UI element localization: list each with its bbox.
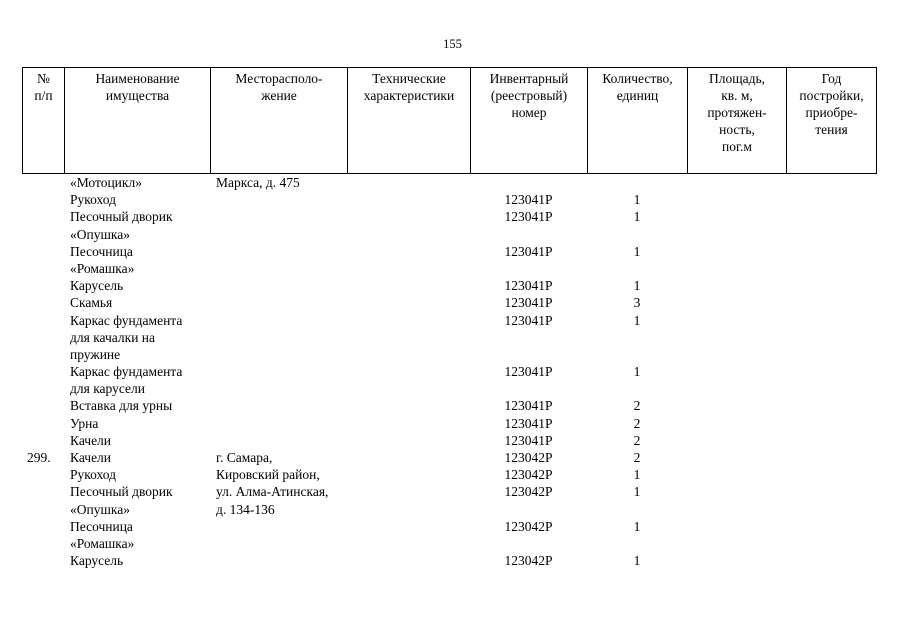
quantity: 2 (633, 432, 641, 448)
item-name: Каркас фундамента (70, 364, 183, 380)
item-name: пружине (70, 346, 121, 362)
table-row (0, 397, 905, 414)
quantity: 2 (633, 450, 641, 465)
item-name: «Ромашка» (70, 535, 135, 551)
table-row (0, 535, 905, 552)
inventory-number: 123041Р (504, 243, 553, 259)
inventory-number: 123042Р (504, 450, 553, 465)
quantity: 2 (633, 415, 641, 431)
table-body (0, 174, 905, 569)
inventory-number: 123041Р (504, 364, 553, 380)
table-row (0, 552, 905, 569)
table-row (0, 466, 905, 483)
item-name: для карусели (70, 381, 145, 397)
header-col-inventory: Инвентарный (реестровый) номер (471, 68, 588, 173)
item-name: Рукоход (70, 467, 117, 483)
item-name: Вставка для урны (70, 398, 173, 414)
table-row (0, 226, 905, 243)
table-row (0, 243, 905, 260)
inventory-number: 123042Р (504, 553, 553, 569)
inventory-number: 123041Р (504, 295, 553, 311)
table-row (0, 174, 905, 191)
item-name: Скамья (70, 295, 113, 311)
item-name: для качалки на (70, 329, 156, 345)
item-name: Песочница (70, 518, 133, 534)
table-row (0, 380, 905, 397)
header-col-specs: Технические характеристики (348, 68, 471, 173)
table-row (0, 501, 905, 518)
table-row (0, 312, 905, 329)
quantity: 1 (633, 518, 641, 534)
quantity: 1 (633, 278, 641, 294)
header-col-area: Площадь, кв. м, протяжен- ность, пог.м (688, 68, 787, 173)
item-location: д. 134-136 (216, 501, 275, 517)
inventory-number: 123042Р (504, 484, 553, 500)
header-col-number: № п/п (23, 68, 65, 173)
quantity: 1 (633, 467, 641, 483)
item-name: «Мотоцикл» (70, 175, 142, 190)
table-row (0, 294, 905, 311)
item-location: г. Самара, (216, 450, 273, 465)
header-col-name: Наименование имущества (65, 68, 211, 173)
inventory-number: 123041Р (504, 209, 553, 225)
item-name: «Опушка» (70, 226, 130, 242)
item-name: «Ромашка» (70, 260, 135, 276)
quantity: 1 (633, 553, 641, 569)
quantity: 2 (633, 398, 641, 414)
item-name: Качели (70, 450, 112, 465)
table-header (22, 67, 877, 174)
quantity: 1 (633, 192, 641, 208)
inventory-number: 123041Р (504, 278, 553, 294)
table-row (0, 346, 905, 363)
table-row (0, 415, 905, 432)
item-name: Каркас фундамента (70, 312, 183, 328)
table-row (0, 432, 905, 449)
table-row (0, 277, 905, 294)
header-col-year: Год постройки, приобре- тения (787, 68, 877, 173)
item-name: Песочница (70, 243, 133, 259)
quantity: 1 (633, 209, 641, 225)
inventory-number: 123041Р (504, 398, 553, 414)
item-location: ул. Алма-Атинская, (216, 484, 329, 500)
table-row (0, 363, 905, 380)
inventory-number: 123042Р (504, 467, 553, 483)
row-number: 299. (27, 450, 51, 465)
quantity: 1 (633, 484, 641, 500)
inventory-number: 123041Р (504, 415, 553, 431)
table-row (0, 329, 905, 346)
item-name: Карусель (70, 278, 124, 294)
table-row (0, 191, 905, 208)
item-name: «Опушка» (70, 501, 130, 517)
inventory-number: 123041Р (504, 312, 553, 328)
table-row (0, 449, 905, 466)
quantity: 1 (633, 312, 641, 328)
item-name: Рукоход (70, 192, 117, 208)
item-name: Карусель (70, 553, 124, 569)
item-location: Маркса, д. 475 (216, 175, 300, 190)
table-row (0, 260, 905, 277)
table-row (0, 208, 905, 225)
inventory-number: 123041Р (504, 432, 553, 448)
item-location: Кировский район, (216, 467, 320, 483)
table-row (0, 518, 905, 535)
header-col-quantity: Количество, единиц (588, 68, 688, 173)
quantity: 1 (633, 364, 641, 380)
header-col-location: Месторасполо- жение (211, 68, 348, 173)
page-number: 155 (443, 37, 462, 51)
inventory-number: 123042Р (504, 518, 553, 534)
item-name: Песочный дворик (70, 209, 173, 225)
inventory-number: 123041Р (504, 192, 553, 208)
table-row (0, 483, 905, 500)
quantity: 3 (633, 295, 641, 311)
item-name: Урна (70, 415, 99, 431)
item-name: Песочный дворик (70, 484, 173, 500)
item-name: Качели (70, 432, 112, 448)
quantity: 1 (633, 243, 641, 259)
